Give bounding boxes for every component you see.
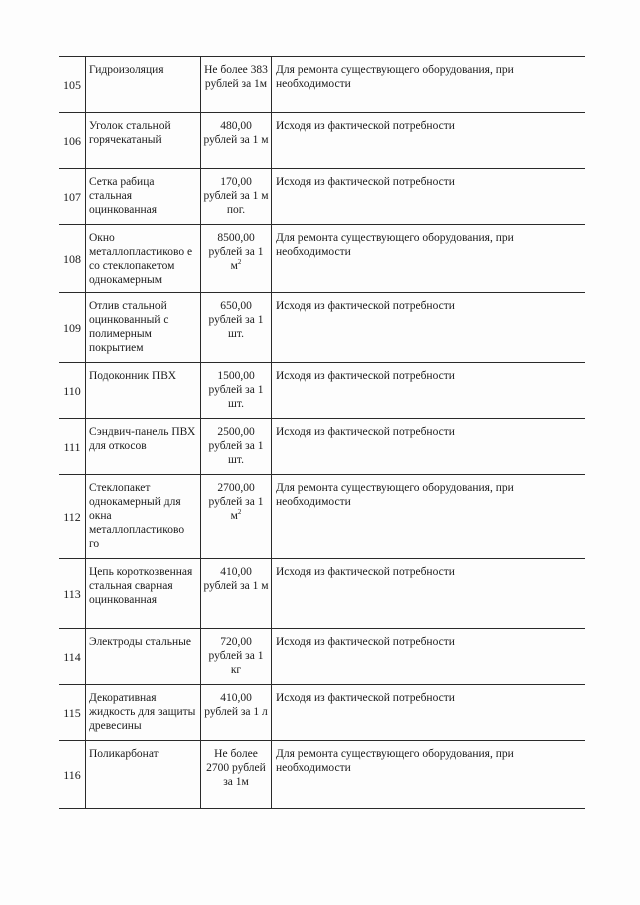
item-price	[201, 293, 272, 363]
item-price	[201, 629, 272, 685]
price-text: 410,00 рублей за 1 л	[204, 692, 268, 718]
price-text: 2500,00 рублей за 1 шт.	[208, 426, 264, 466]
price-text: 2700,00 рублей за 1 м	[208, 482, 264, 522]
item-name: Уголок стальной горячекатаный	[86, 113, 201, 169]
item-price	[201, 559, 272, 629]
item-name: Электроды стальные	[86, 629, 201, 685]
table-row	[59, 741, 585, 809]
price-text: 410,00 рублей за 1 м	[203, 566, 269, 592]
price-text: 650,00 рублей за 1 шт.	[208, 300, 264, 340]
price-unit-superscript: 2	[237, 508, 242, 517]
item-price	[201, 741, 272, 809]
price-text: 8500,00 рублей за 1 м	[208, 232, 264, 272]
table-row	[59, 363, 585, 419]
item-note: Исходя из фактической потребности	[272, 113, 586, 169]
item-note: Исходя из фактической потребности	[272, 559, 586, 629]
row-number: 109	[59, 293, 86, 363]
item-name: Декоративная жидкость для защиты древесины	[86, 685, 201, 741]
item-name: Отлив стальной оцинкованный с полимерным покрытием	[86, 293, 201, 363]
table-row	[59, 685, 585, 741]
materials-table	[59, 56, 585, 809]
table-row	[59, 629, 585, 685]
table-row	[59, 225, 585, 293]
price-unit-superscript: 2	[237, 258, 242, 267]
row-number: 106	[59, 113, 86, 169]
item-price	[201, 113, 272, 169]
item-name: Сэндвич-панель ПВХ для откосов	[86, 419, 201, 475]
item-name: Поликарбонат	[86, 741, 201, 809]
item-name: Подоконник ПВХ	[86, 363, 201, 419]
table-row	[59, 559, 585, 629]
table-row	[59, 113, 585, 169]
price-text: 480,00 рублей за 1 м	[203, 120, 269, 146]
item-note: Для ремонта существующего оборудования, при необходимости	[272, 741, 586, 809]
item-price	[201, 419, 272, 475]
price-text: 720,00 рублей за 1 кг	[208, 636, 264, 676]
item-name: Сетка рабица стальная оцинкованная	[86, 169, 201, 225]
price-text: 170,00 рублей за 1 м пог.	[203, 176, 269, 216]
item-name: Цепь короткозвенная стальная сварная оцинкованная	[86, 559, 201, 629]
table-row	[59, 57, 585, 113]
price-text: 1500,00 рублей за 1 шт.	[208, 370, 264, 410]
item-note: Исходя из фактической потребности	[272, 363, 586, 419]
item-note: Исходя из фактической потребности	[272, 293, 586, 363]
table-row	[59, 293, 585, 363]
row-number: 113	[59, 559, 86, 629]
row-number: 110	[59, 363, 86, 419]
item-name: Гидроизоляция	[86, 57, 201, 113]
item-note: Исходя из фактической потребности	[272, 169, 586, 225]
item-price	[201, 475, 272, 559]
item-name: Стеклопакет однокамерный для окна металлопластиково го	[86, 475, 201, 559]
item-price	[201, 685, 272, 741]
item-price	[201, 169, 272, 225]
table-row	[59, 475, 585, 559]
item-note: Исходя из фактической потребности	[272, 629, 586, 685]
row-number: 112	[59, 475, 86, 559]
item-price	[201, 363, 272, 419]
row-number: 107	[59, 169, 86, 225]
item-note: Исходя из фактической потребности	[272, 685, 586, 741]
item-name: Окно металлопластиково е со стеклопакетом однокамерным	[86, 225, 201, 293]
row-number: 111	[59, 419, 86, 475]
item-note: Для ремонта существующего оборудования, при необходимости	[272, 57, 586, 113]
row-number: 114	[59, 629, 86, 685]
price-text: Не более 383 рублей за 1м	[204, 64, 268, 90]
item-price	[201, 225, 272, 293]
item-price	[201, 57, 272, 113]
price-text: Не более 2700 рублей за 1м	[206, 748, 266, 788]
item-note: Исходя из фактической потребности	[272, 419, 586, 475]
item-note: Для ремонта существующего оборудования, при необходимости	[272, 475, 586, 559]
table-row	[59, 169, 585, 225]
row-number: 108	[59, 225, 86, 293]
row-number: 105	[59, 57, 86, 113]
row-number: 115	[59, 685, 86, 741]
row-number: 116	[59, 741, 86, 809]
table-row	[59, 419, 585, 475]
item-note: Для ремонта существующего оборудования, при необходимости	[272, 225, 586, 293]
